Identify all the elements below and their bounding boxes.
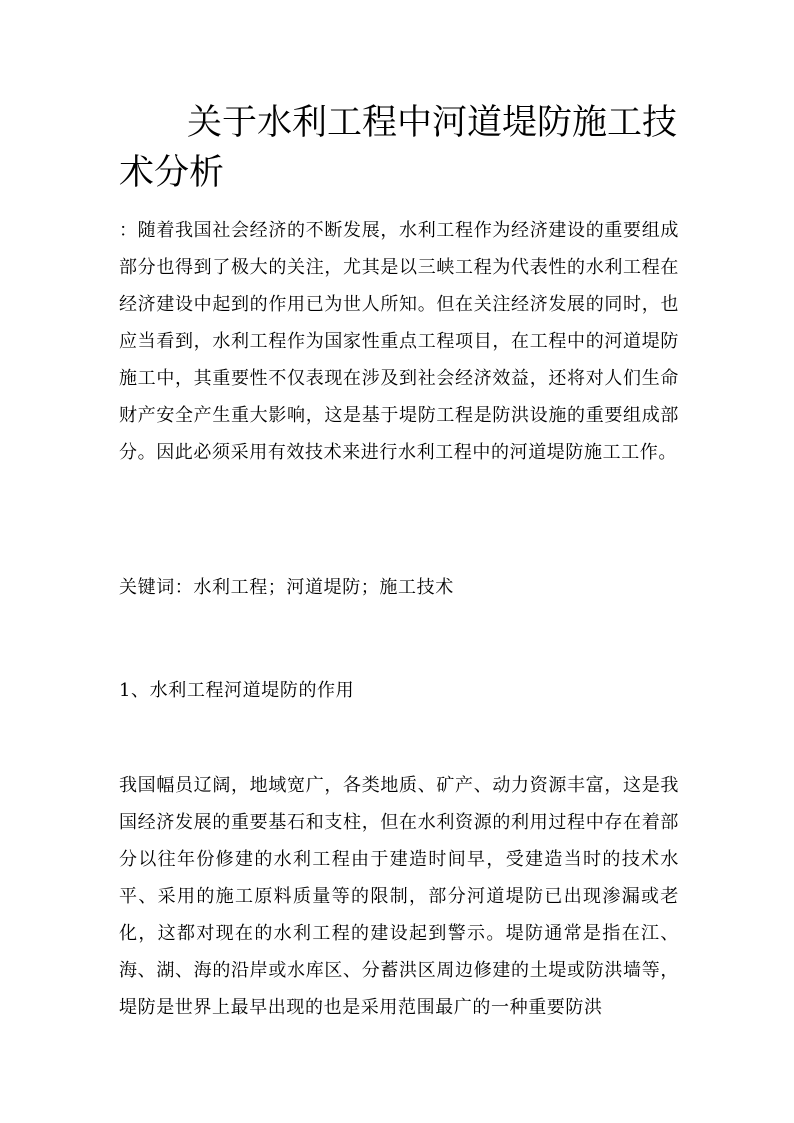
document-title: 关于水利工程中河道堤防施工技术分析 <box>119 103 678 193</box>
section-heading: 1、水利工程河道堤防的作用 <box>119 680 355 701</box>
abstract-paragraph: ：随着我国社会经济的不断发展，水利工程作为经济建设的重要组成部分也得到了极大的关注，尤其是以三峡工程为代表性的水利工程在经济建设中起到的作用已为世人所知。但在关注经济发展的同时，也应当看到，水利工程作为国家性重点工程项目，在工程中的河道堤防施工中，其重要性不仅表现在涉及到社会经济效益，还将对人们生命财产安全产生重大影响，这是基于堤防工程是防洪设施的重要组成部分。因此必须采用有效技术来进行水利工程中的河道堤防施工工作。 <box>119 220 679 463</box>
body-paragraph: 我国幅员辽阔，地域宽广，各类地质、矿产、动力资源丰富，这是我国经济发展的重要基石和支柱，但在水利资源的利用过程中存在着部分以往年份修建的水利工程由于建造时间早，受建造当时的技术水平、采用的施工原料质量等的限制，部分河道堤防已出现渗漏或老化，这都对现在的水利工程的建设起到警示。堤防通常是指在江、海、湖、海的沿岸或水库区、分蓄洪区周边修建的土堤或防洪墙等，堤防是世界上最早出现的也是采用范围最广的一种重要防洪 <box>119 775 679 1018</box>
keywords-line: 关键词：水利工程；河道堤防；施工技术 <box>119 577 454 598</box>
